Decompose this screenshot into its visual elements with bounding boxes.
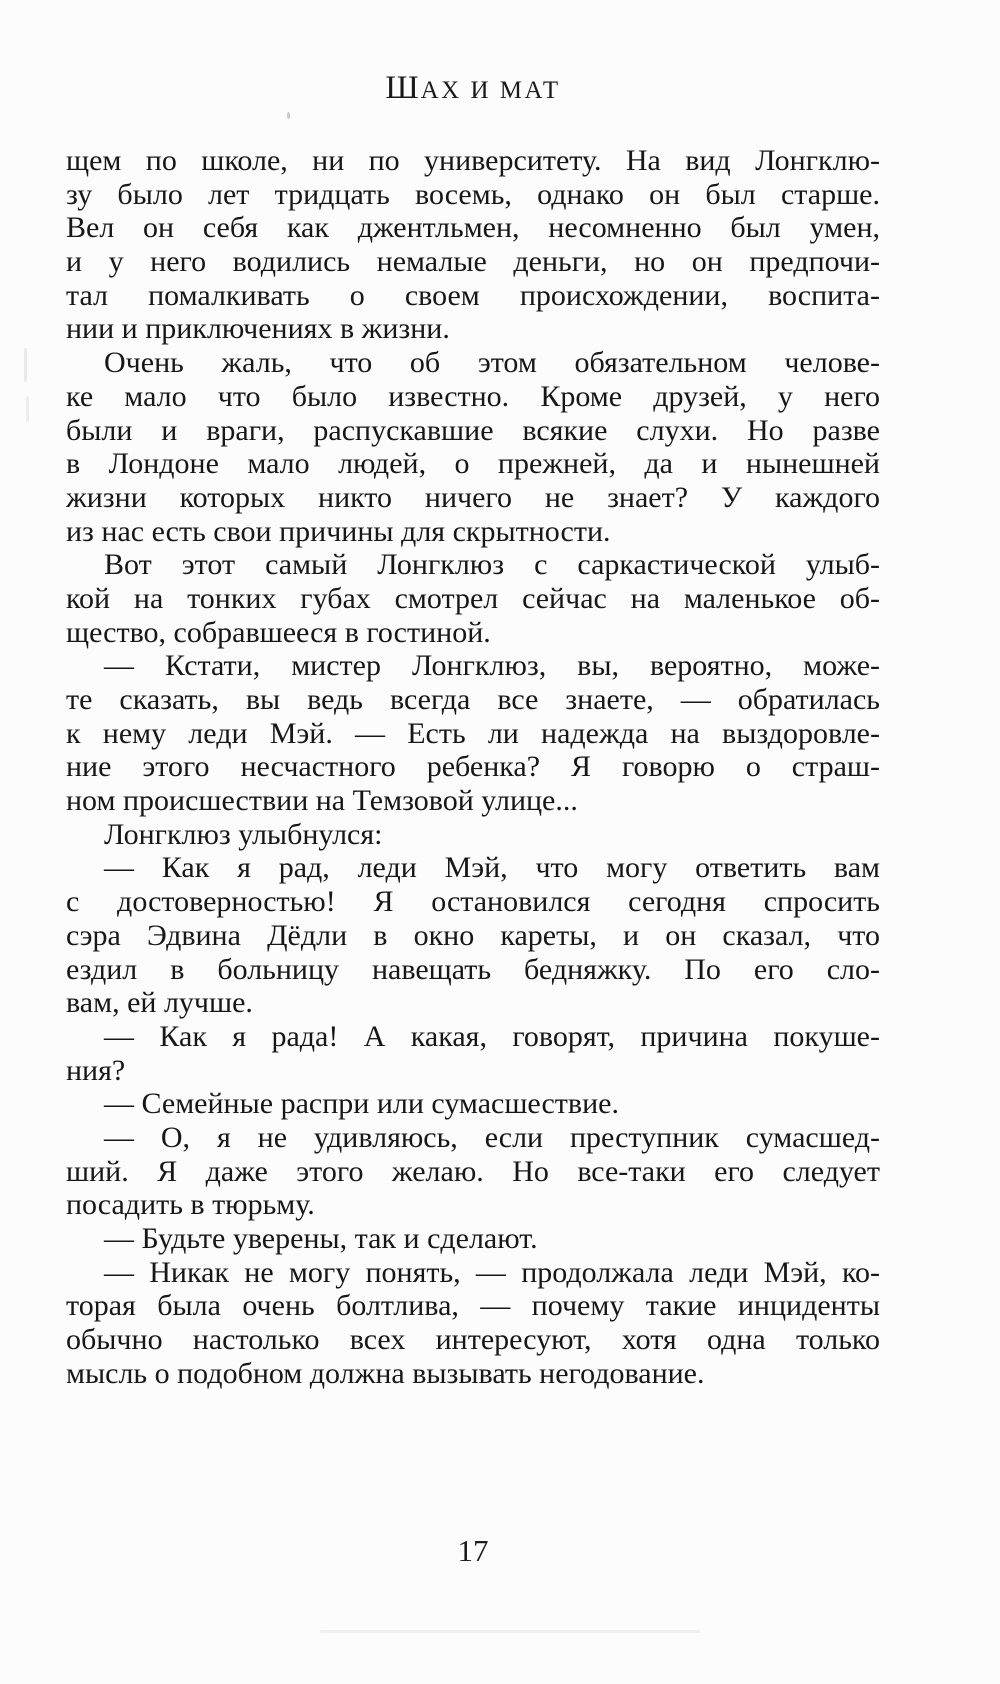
text-line: Вот этот самый Лонгклюз с саркастической улыб- — [104, 548, 880, 582]
text-line: зу было лет тридцать восемь, однако он был старше. — [66, 177, 880, 211]
running-head-rest: АХ И МАТ — [420, 77, 561, 104]
text-line: ездил в больницу навещать бедняжку. По его сло- — [66, 952, 880, 986]
running-head — [66, 70, 880, 107]
text-line: в Лондоне мало людей, о прежней, да и нынешней — [66, 447, 880, 481]
text-line: Очень жаль, что об этом обязательном челове- — [104, 346, 880, 380]
text-line: ния? — [66, 1053, 126, 1087]
text-line: кой на тонких губах смотрел сейчас на маленькое об- — [66, 581, 880, 615]
text-line: из нас есть свои причины для скрытности. — [66, 514, 611, 548]
text-line: жизни которых никто ничего не знает? У каждого — [66, 480, 880, 514]
text-line: — О, я не удивляюсь, если преступник сумасшед- — [104, 1120, 880, 1154]
text-line: Вел он себя как джентльмен, несомненно был умен, — [66, 211, 880, 245]
scan-bottom-smudge — [320, 1630, 700, 1633]
text-line: торая была очень болтлива, — почему такие инциденты — [66, 1289, 880, 1323]
text-line: — Как я рад, леди Мэй, что могу ответить вам — [104, 851, 880, 885]
text-line: — Как я рада! А какая, говорят, причина покуше- — [104, 1019, 880, 1053]
text-line: ном происшествии на Темзовой улице... — [66, 784, 578, 818]
text-line: были и враги, распускавшие всякие слухи. Но разве — [66, 413, 880, 447]
text-line: Лонгклюз улыбнулся: — [104, 817, 383, 851]
text-line: те сказать, вы ведь всегда все знаете, — обратилась — [66, 683, 880, 716]
text-line: ший. Я даже этого желаю. Но все-таки его следует — [66, 1154, 880, 1188]
text-line: щество, собравшееся в гостиной. — [66, 615, 491, 649]
text-line: с достоверностью! Я остановился сегодня спросить — [66, 885, 880, 919]
text-line: обычно настолько всех интересуют, хотя одна только — [66, 1323, 880, 1357]
text-line: посадить в тюрьму. — [66, 1188, 315, 1222]
text-line: — Кстати, мистер Лонгклюз, вы, вероятно, може- — [104, 649, 880, 683]
text-line: — Будьте уверены, так и сделают. — [104, 1222, 538, 1255]
scan-edge-artifact — [26, 396, 29, 422]
text-line: — Никак не могу понять, — продолжала леди Мэй, ко- — [104, 1255, 880, 1289]
text-block — [66, 144, 880, 1390]
text-line: ние этого несчастного ребенка? Я говорю о страш- — [66, 750, 880, 784]
page-number: 17 — [457, 1533, 489, 1568]
text-line: сэра Эдвина Дёдли в окно кареты, и он сказал, что — [66, 918, 880, 952]
text-line: щем по школе, ни по университету. На вид Лонгклю- — [66, 144, 880, 177]
scan-edge-artifact — [24, 348, 27, 382]
text-line: — Семейные распри или сумасшествие. — [104, 1087, 619, 1121]
running-head-initial: Ш — [385, 70, 421, 106]
text-line: к нему леди Мэй. — Есть ли надежда на выздоровле- — [66, 716, 880, 750]
scan-speck — [287, 112, 290, 119]
text-line: ке мало что было известно. Кроме друзей, у него — [66, 379, 880, 413]
text-line: мысль о подобном должна вызывать негодование. — [66, 1356, 705, 1390]
text-line: и у него водились немалые деньги, но он предпочи- — [66, 245, 880, 279]
text-line: нии и приключениях в жизни. — [66, 312, 450, 346]
text-line: вам, ей лучше. — [66, 986, 253, 1020]
text-line: тал помалкивать о своем происхождении, воспита- — [66, 278, 880, 312]
